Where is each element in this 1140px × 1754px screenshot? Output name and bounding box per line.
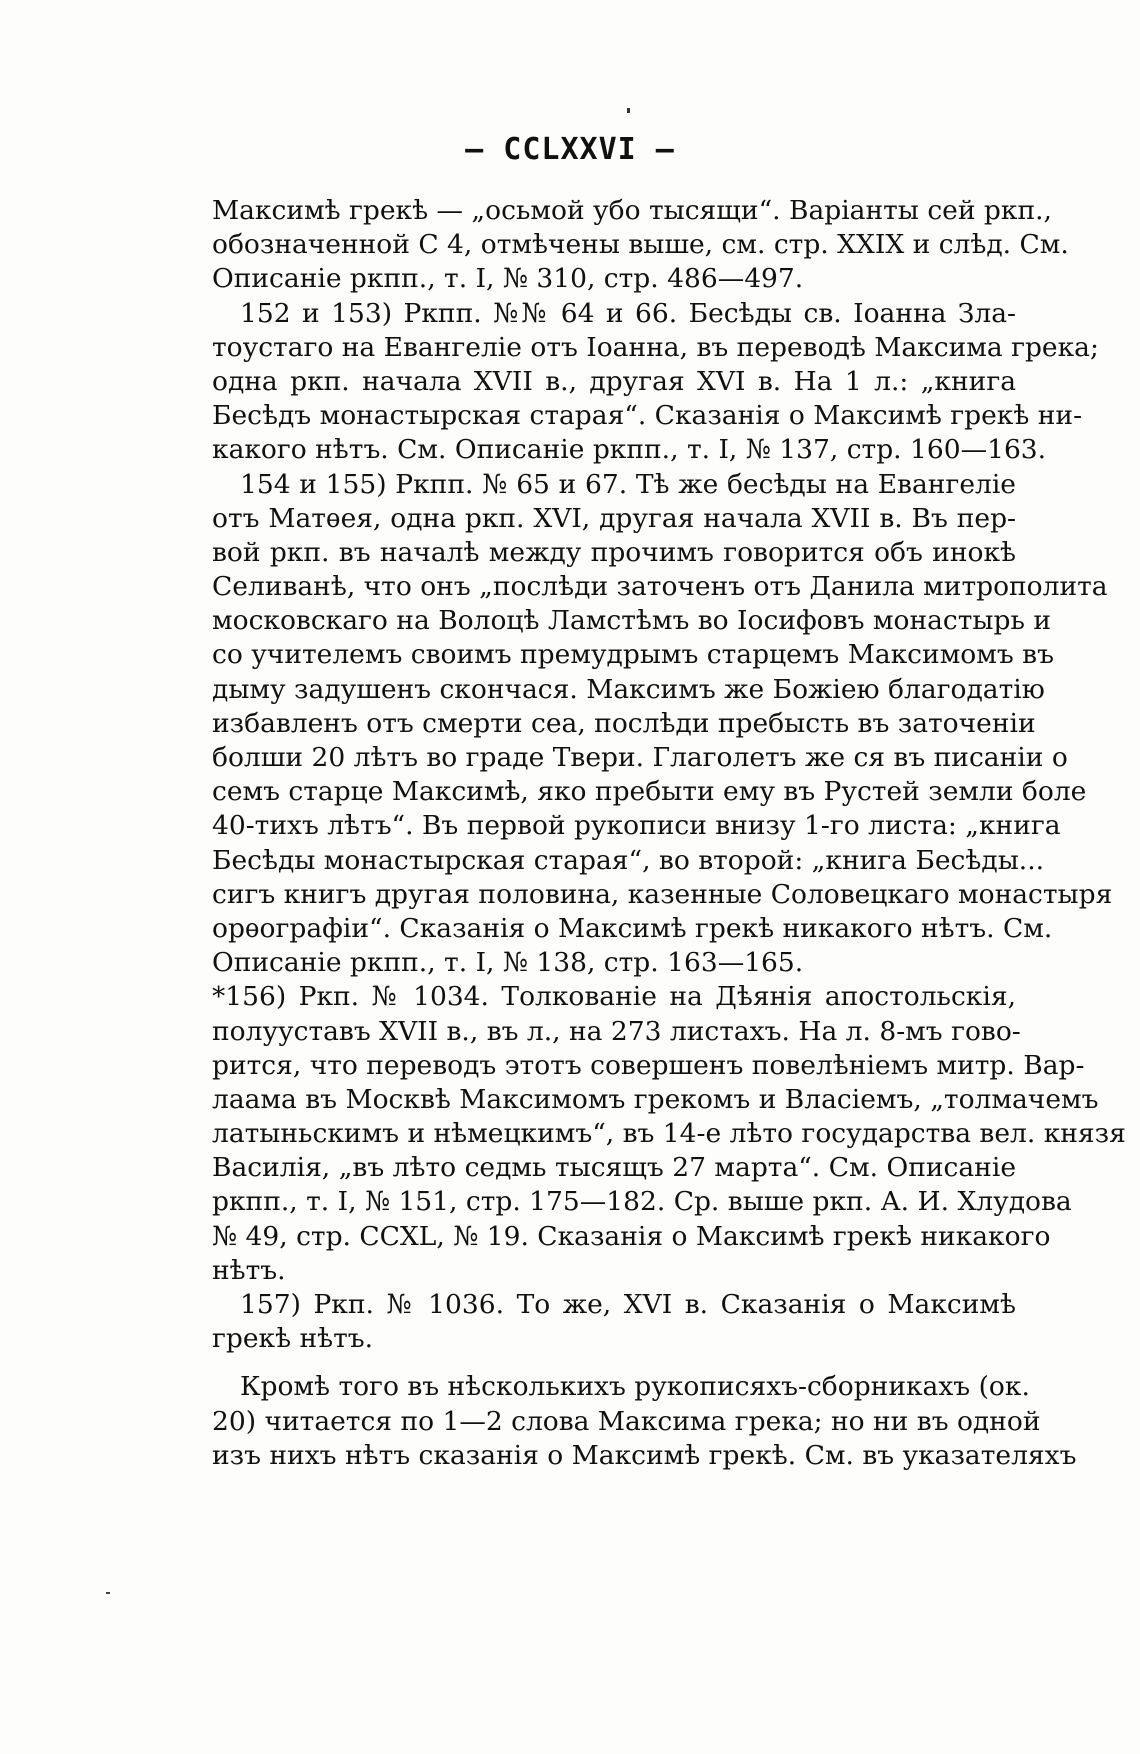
text-line: Описаніе ркпп., т. I, № 310, стр. 486—497. — [212, 263, 804, 295]
text-line: семъ старце Максимѣ, яко пребыти ему въ Рустей земли боле — [212, 776, 1087, 808]
text-line: тоустаго на Евангеліе отъ Іоанна, въ переводѣ Максима грека; — [212, 331, 1099, 363]
entry-154-155-line: 154 и 155) Ркпп. № 65 и 67. Тѣ же бесѣды на Евангеліе — [240, 468, 1016, 500]
text-line: со учителемъ своимъ премудрымъ старцемъ Максимомъ въ — [212, 639, 1054, 671]
text-line: полууставъ XVII в., въ л., на 273 листахъ. На л. 8-мъ гово- — [212, 1015, 1021, 1047]
text-line: дыму задушенъ скончася. Максимъ же Божіею благодатію — [212, 673, 1045, 705]
text-line: Бесѣдъ монастырская старая“. Сказанія о Максимѣ грекѣ ни- — [212, 400, 1083, 432]
entry-152-153-line: 152 и 153) Ркпп. №№ 64 и 66. Бесѣды св. Іоанна Зла- — [240, 297, 1016, 329]
text-line: Описаніе ркпп., т. I, № 138, стр. 163—165. — [212, 947, 804, 979]
text-line: № 49, стр. CCXL, № 19. Сказанія о Максимѣ грекѣ никакого — [212, 1220, 1051, 1252]
text-line: вой ркп. въ началѣ между прочимъ говорится объ инокѣ — [212, 536, 1016, 568]
text-line: какого нѣтъ. См. Описаніе ркпп., т. I, № 137, стр. 160—163. — [212, 434, 1047, 466]
text-line: изъ нихъ нѣтъ сказанія о Максимѣ грекѣ. См. въ указателяхъ — [212, 1439, 1077, 1471]
text-line: Василія, „въ лѣто седмь тысящъ 27 марта“. См. Описаніе — [212, 1152, 1016, 1184]
text-line: московскаго на Волоцѣ Ламстѣмъ во Іосифовъ монастырь и — [212, 605, 1051, 637]
text-line: избавленъ отъ смерти сеа, послѣди пребысть въ заточеніи — [212, 707, 1036, 739]
text-line: нѣтъ. — [212, 1254, 286, 1286]
paragraph-gap — [212, 1356, 1016, 1370]
text-line: лаама въ Москвѣ Максимомъ грекомъ и Власіемъ, „толмачемъ — [212, 1083, 1099, 1115]
entry-156-line: *156) Ркп. № 1034. Толкованіе на Дѣянія апостольскія, — [212, 981, 1016, 1013]
text-line: одна ркп. начала XVII в., другая XVI в. На 1 л.: „книга — [212, 365, 1016, 397]
text-line: Бесѣды монастырская старая“, во второй: „книга Бесѣды... — [212, 844, 1045, 876]
text-line: рится, что переводъ этотъ совершенъ повелѣніемъ митр. Вар- — [212, 1049, 1085, 1081]
text-line: сигъ книгъ другая половина, казенные Соловецкаго монастыря — [212, 878, 1113, 910]
text-line: грекѣ нѣтъ. — [212, 1323, 374, 1355]
text-line: ркпп., т. I, № 151, стр. 175—182. Ср. выше ркп. А. И. Хлудова — [212, 1186, 1072, 1218]
text-line: Селиванѣ, что онъ „послѣди заточенъ отъ Данила митрополита — [212, 571, 1108, 603]
text-line: Максимѣ грекѣ — „осьмой убо тысящи“. Варіанты сей ркп., — [212, 195, 1052, 226]
text-line: обозначенной С 4, отмѣчены выше, см. стр. XXIX и слѣд. См. — [212, 229, 1069, 261]
text-line: отъ Матѳея, одна ркп. XVI, другая начала XVII в. Въ пер- — [212, 502, 1016, 534]
text-line: болши 20 лѣтъ во граде Твери. Глаголетъ же ся въ писаніи о — [212, 742, 1068, 773]
text-line: 20) читается по 1—2 слова Максима грека; но ни въ одной — [212, 1405, 1041, 1437]
closing-paragraph-line: Кромѣ того въ нѣсколькихъ рукописяхъ-сборникахъ (ок. — [240, 1371, 1030, 1403]
text-line: орѳографіи“. Сказанія о Максимѣ грекѣ никакого нѣтъ. См. — [212, 912, 1053, 944]
ink-speck — [627, 108, 630, 113]
ink-speck — [106, 1592, 110, 1594]
text-line: латыньскимъ и нѣмецкимъ“, въ 14-е лѣто государства вел. князя — [212, 1118, 1126, 1150]
text-line: 40-тихъ лѣтъ“. Въ первой рукописи внизу 1-го листа: „книга — [212, 810, 1061, 842]
page-number-header: — CCLXXVI — — [465, 132, 675, 167]
entry-157-line: 157) Ркп. № 1036. То же, XVI в. Сказанія о Максимѣ — [240, 1289, 1016, 1320]
body-text — [212, 194, 1126, 1473]
